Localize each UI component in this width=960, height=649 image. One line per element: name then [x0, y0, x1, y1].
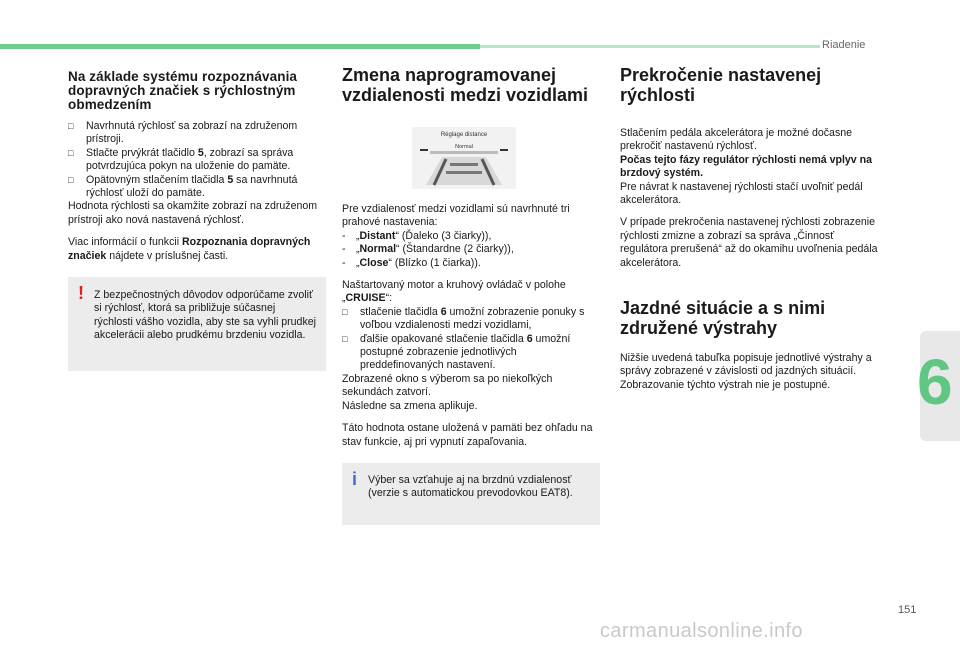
option-text: “ (Štandardne (2 čiarky)), [396, 243, 514, 256]
warning-box [68, 277, 326, 371]
paragraph: Hodnota rýchlosti sa okamžite zobrazí na združenom prístroji ako nová nastavená rýchlosť. [68, 200, 318, 226]
section-label: Riadenie [822, 39, 866, 51]
list-item-text: ďalšie opakované stlačenie tlačidla [360, 332, 527, 345]
list-item [68, 174, 326, 201]
paragraph: Zobrazené okno s výberom sa po niekoľkých sekundách zatvorí. [342, 372, 553, 399]
option-text: „ [356, 229, 360, 242]
paragraph: Pre vzdialenosť medzi vozidlami sú navrhnuté tri prahové nastavenia: [342, 203, 570, 229]
section-heading: Jazdné situácie a s nimi združené výstrahy [620, 298, 826, 339]
paragraph-text: Naštartovaný motor a kruhový ovládač v polohe „ [342, 279, 566, 305]
paragraph [68, 236, 326, 263]
road-graphic-icon [412, 127, 516, 189]
list-item-text: umožní zobrazenie ponuky s voľbou vzdialenosti medzi vozidlami, [360, 305, 585, 332]
paragraph: Táto hodnota ostane uložená v pamäti bez ohľadu na stav funkcie, aj pri vypnutí zapaľovania. [342, 422, 593, 448]
section-heading: Zmena naprogramovanej vzdialenosti medzi vozidlami [342, 65, 589, 105]
square-bullet-icon: □ [68, 121, 74, 131]
info-text: Výber sa vzťahuje aj na brzdnú vzdialenosť (verzie s automatickou prevodovkou EAT8). [368, 473, 573, 500]
header-accent-bar [0, 44, 480, 49]
page-number: 151 [898, 604, 917, 616]
list-item-text: umožní postupné zobrazenie jednotlivých preddefinovaných nastavení. [360, 332, 571, 372]
list-item-text: Navrhnutá rýchlosť sa zobrazí na združenom prístroji. [86, 120, 298, 146]
list-item: - „Distant“ (Ďaleko (3 čiarky)), [342, 229, 492, 242]
column-right [620, 65, 878, 392]
option-text: „ [356, 256, 360, 269]
option-text: „ [356, 243, 360, 256]
list-item: - „Close“ (Blízko (1 čiarka)). [342, 256, 481, 269]
list-item-text: sa navrhnutá rýchlosť uloží do pamäte. [86, 173, 298, 200]
header-accent-bar-light [480, 45, 820, 48]
column-middle [342, 65, 600, 525]
square-bullet-icon: □ [342, 333, 348, 344]
option-text: “ (Ďaleko (3 čiarky)), [395, 229, 492, 242]
button-number: 6 [526, 332, 533, 345]
list-item-text: stlačenie tlačidla [360, 305, 441, 318]
paragraph: Nižšie uvedená tabuľka popisuje jednotlivé výstrahy a správy zobrazené v závislosti od jazdných situácií. [620, 352, 872, 378]
paragraph-bold [620, 154, 878, 181]
paragraph [342, 279, 600, 306]
option-name: Distant [359, 229, 396, 242]
list-item-text: , zobrazí sa správa potvrdzujúca pokyn na uloženie do pamäte. [86, 146, 294, 173]
button-number: 5 [227, 173, 234, 186]
info-icon: i [352, 468, 358, 489]
info-box [342, 463, 600, 525]
paragraph: Zobrazovanie týchto výstrah nie je postupné. [620, 378, 831, 391]
paragraph-bold: Rozpoznania dopravných značiek [68, 236, 311, 262]
chapter-number: 6 [917, 346, 953, 418]
paragraph: Stlačením pedála akcelerátora je možné dočasne prekročiť nastavenú rýchlosť. [620, 127, 853, 153]
paragraph-text: Viac informácií o funkcii [68, 236, 183, 249]
screen-title: Réglage distance [440, 132, 488, 138]
section-heading: Na základe systému rozpoznávania dopravných značiek s rýchlostným obmedzením [68, 69, 298, 112]
emphasis-text: Počas tejto fázy regulátor rýchlosti nemá vplyv na brzdový systém. [620, 153, 872, 180]
square-bullet-icon: □ [68, 174, 74, 185]
list-item-text: Opätovným stlačením tlačidla [86, 173, 228, 186]
list-item-text: Stlačte prvýkrát tlačidlo [86, 146, 198, 159]
warning-text: Z bezpečnostných dôvodov odporúčame zvoliť si rýchlosť, ktorá sa približuje súčasnej rýchlosti vášho vozidla, aby ste sa vyhli prudkej akcelerácii alebo prudkému brzdeniu vozidla. [94, 289, 316, 342]
list-item [342, 333, 600, 373]
option-name: Normal [359, 243, 397, 256]
paragraph-text: nájdete v príslušnej časti. [106, 249, 229, 262]
exclamation-icon: ! [78, 283, 84, 304]
list-item [342, 306, 600, 333]
paragraph: V prípade prekročenia nastavenej rýchlosti zobrazenie rýchlosti zmizne a zobrazí sa správa „Činnosť regulátora prerušená“ až do okamihu uvoľnenia pedála akcelerátora. [620, 216, 878, 269]
option-name: Close [359, 256, 389, 269]
section-heading: Prekročenie nastavenej rýchlosti [620, 65, 822, 105]
square-bullet-icon: □ [68, 147, 74, 158]
screen-mode: Normal [455, 144, 473, 150]
paragraph-text: “: [385, 292, 393, 305]
watermark: carmanualsonline.info [600, 620, 803, 642]
button-number: 6 [440, 305, 447, 318]
paragraph: Následne sa zmena aplikuje. [342, 399, 478, 412]
column-left [68, 70, 326, 371]
paragraph-bold: CRUISE [345, 292, 386, 305]
square-bullet-icon: □ [342, 306, 348, 317]
list-item: - „Normal“ (Štandardne (2 čiarky)), [342, 243, 514, 256]
option-text: “ (Blízko (1 čiarka)). [388, 256, 481, 269]
button-number: 5 [197, 146, 204, 159]
list-item [68, 147, 326, 174]
distance-display-image [412, 127, 516, 189]
paragraph: Pre návrat k nastavenej rýchlosti stačí uvoľniť pedál akcelerátora. [620, 180, 863, 207]
list-item [68, 120, 326, 147]
